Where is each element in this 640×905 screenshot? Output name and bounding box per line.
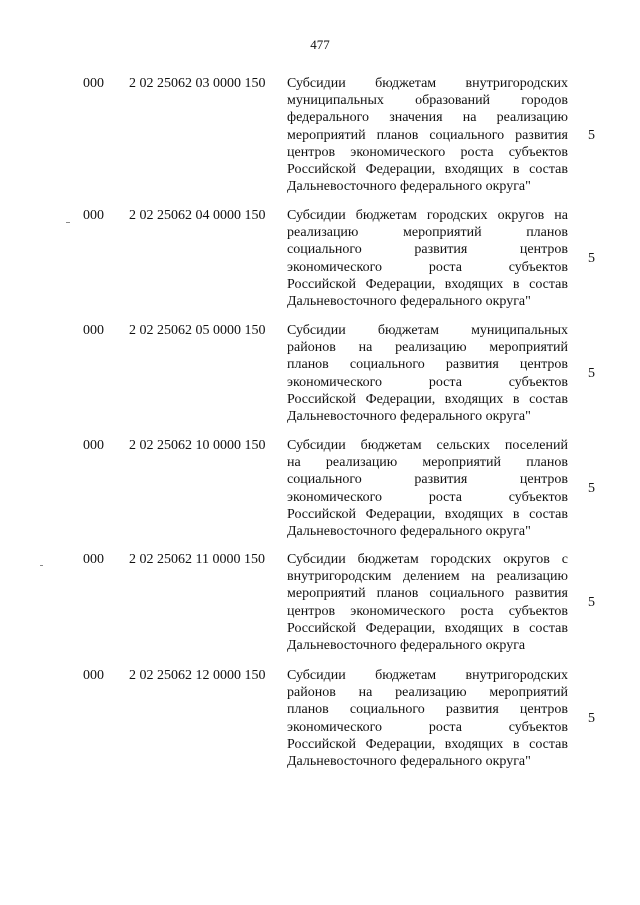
income-description <box>287 437 568 540</box>
admin-code: 000 <box>83 668 104 683</box>
description-line: Дальневосточного федерального округа <box>287 638 526 654</box>
description-line: Субсидии бюджетам внутригородских <box>287 76 568 91</box>
description-line: Российской Федерации, входящих в состав <box>287 162 568 178</box>
description-line: Субсидии бюджетам внутригородских <box>287 668 568 683</box>
scan-mark <box>40 565 43 566</box>
description-line: Субсидии бюджетам городских округов на <box>287 208 568 223</box>
description-line: центров экономического роста субъектов <box>287 603 568 619</box>
admin-code: 000 <box>83 208 104 223</box>
description-line: Субсидии бюджетам муниципальных <box>287 323 568 338</box>
table-row <box>0 667 640 779</box>
description-line: Субсидии бюджетам сельских поселений <box>287 438 568 453</box>
scan-mark <box>66 222 70 223</box>
description-line: экономического роста субъектов <box>287 259 568 275</box>
description-line: Российской Федерации, входящих в состав <box>287 620 568 636</box>
budget-classification-code: 2 02 25062 10 0000 150 <box>129 438 266 453</box>
description-line: планов социального развития центров <box>287 702 568 718</box>
description-line: центров экономического роста субъектов <box>287 144 568 160</box>
value-cell: 5 <box>588 595 595 610</box>
page-number: 477 <box>310 37 330 52</box>
admin-code: 000 <box>83 552 104 567</box>
admin-code: 000 <box>83 76 104 91</box>
description-line: внутригородским делением на реализацию <box>287 569 568 585</box>
income-description <box>287 667 568 770</box>
budget-classification-code: 2 02 25062 04 0000 150 <box>129 208 266 223</box>
description-line: мероприятий планов социального развития <box>287 586 568 602</box>
description-line: Дальневосточного федерального округа" <box>287 524 531 540</box>
description-line: реализацию мероприятий планов <box>287 225 568 241</box>
value-cell: 5 <box>588 481 595 496</box>
description-line: федерального значения на реализацию <box>287 110 568 126</box>
description-line: Российской Федерации, входящих в состав <box>287 506 568 522</box>
budget-classification-code: 2 02 25062 03 0000 150 <box>129 76 266 91</box>
description-line: Российской Федерации, входящих в состав <box>287 276 568 292</box>
table-row <box>0 437 640 549</box>
description-line: экономического роста субъектов <box>287 719 568 735</box>
description-line: Дальневосточного федерального округа" <box>287 179 531 195</box>
income-description <box>287 75 568 195</box>
description-line: Дальневосточного федерального округа" <box>287 409 531 425</box>
budget-classification-code: 2 02 25062 11 0000 150 <box>129 552 265 567</box>
description-line: социального развития центров <box>287 242 568 258</box>
description-line: экономического роста субъектов <box>287 374 568 390</box>
value-cell: 5 <box>588 128 595 143</box>
description-line: Субсидии бюджетам городских округов с <box>287 552 568 567</box>
description-line: Российской Федерации, входящих в состав <box>287 736 568 752</box>
description-line: районов на реализацию мероприятий <box>287 685 568 701</box>
description-line: Дальневосточного федерального округа" <box>287 294 531 310</box>
income-description <box>287 322 568 425</box>
description-line: районов на реализацию мероприятий <box>287 340 568 356</box>
budget-classification-code: 2 02 25062 12 0000 150 <box>129 668 266 683</box>
description-line: социального развития центров <box>287 472 568 488</box>
budget-classification-code: 2 02 25062 05 0000 150 <box>129 323 266 338</box>
table-row <box>0 207 640 319</box>
admin-code: 000 <box>83 323 104 338</box>
description-line: мероприятий планов социального развития <box>287 127 568 143</box>
description-line: муниципальных образований городов <box>287 93 568 109</box>
income-description <box>287 551 568 654</box>
description-line: планов социального развития центров <box>287 357 568 373</box>
description-line: Российской Федерации, входящих в состав <box>287 391 568 407</box>
description-line: на реализацию мероприятий планов <box>287 455 568 471</box>
value-cell: 5 <box>588 366 595 381</box>
admin-code: 000 <box>83 438 104 453</box>
description-line: Дальневосточного федерального округа" <box>287 754 531 770</box>
value-cell: 5 <box>588 251 595 266</box>
table-row <box>0 551 640 663</box>
income-description <box>287 207 568 310</box>
value-cell: 5 <box>588 711 595 726</box>
table-row <box>0 75 640 195</box>
description-line: экономического роста субъектов <box>287 489 568 505</box>
table-row <box>0 322 640 434</box>
